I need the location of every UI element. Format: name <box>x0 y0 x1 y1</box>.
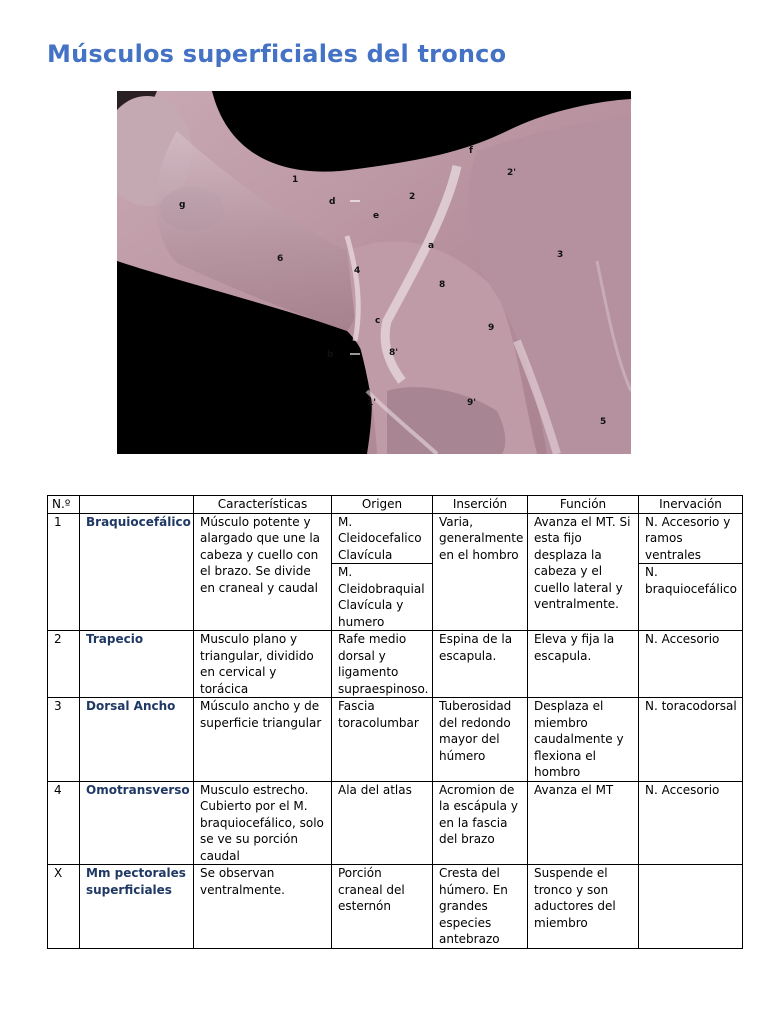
muscle-name: Mm pectorales superficiales <box>80 865 194 949</box>
cell-caracteristicas: Musculo plano y triangular, dividido en cervical y torácica <box>194 631 332 698</box>
table-row <box>48 513 743 631</box>
row-num: X <box>48 865 80 949</box>
cell-caracteristicas: Se observan ventralmente. <box>194 865 332 949</box>
table-row <box>48 698 743 782</box>
muscles-table <box>47 495 743 949</box>
header-origen: Origen <box>332 496 433 514</box>
header-num: N.º <box>48 496 80 514</box>
label-8: 8 <box>439 280 446 290</box>
label-8prime: 8' <box>389 348 399 358</box>
cell-funcion: Avanza el MT. Si esta fijo desplaza la cabeza y el cuello lateral y ventralmente. <box>528 513 639 631</box>
cell-origen: Rafe medio dorsal y ligamento supraespinoso. <box>332 631 433 698</box>
cell-origen: Porción craneal del esternón <box>332 865 433 949</box>
header-inervacion: Inervación <box>639 496 743 514</box>
label-6: 6 <box>277 254 284 264</box>
origen-part: M. Cleidobraquial Clavícula y humero <box>332 563 432 630</box>
origen-part: M. Cleidocefalico Clavícula <box>338 514 422 562</box>
cell-insercion: Varia, generalmente en el hombro <box>433 513 528 631</box>
cell-inervacion: N. toracodorsal <box>639 698 743 782</box>
table-row <box>48 631 743 698</box>
label-1: 1 <box>292 175 299 185</box>
label-9: 9 <box>488 323 495 333</box>
cell-origen: Ala del atlas <box>332 781 433 865</box>
header-name <box>80 496 194 514</box>
inervacion-part: N. braquiocefálico <box>639 563 742 597</box>
page-title: Músculos superficiales del tronco <box>47 40 507 68</box>
table-row <box>48 781 743 865</box>
label-4: 4 <box>354 266 361 276</box>
label-b: b <box>327 350 334 360</box>
cell-inervacion: N. Accesorio <box>639 631 743 698</box>
row-num: 4 <box>48 781 80 865</box>
cell-inervacion <box>639 513 743 631</box>
label-3: 3 <box>557 250 564 260</box>
label-a: a <box>428 241 435 251</box>
cell-insercion: Cresta del húmero. En grandes especies antebrazo <box>433 865 528 949</box>
label-2: 2 <box>409 192 416 202</box>
muscle-name: Braquiocefálico <box>80 513 194 631</box>
cell-funcion: Eleva y fija la escapula. <box>528 631 639 698</box>
row-num: 1 <box>48 513 80 631</box>
cell-origen <box>332 513 433 631</box>
header-caracteristicas: Características <box>194 496 332 514</box>
header-insercion: Inserción <box>433 496 528 514</box>
header-funcion: Función <box>528 496 639 514</box>
row-num: 2 <box>48 631 80 698</box>
cell-caracteristicas: Músculo ancho y de superficie triangular <box>194 698 332 782</box>
muscle-name: Omotransverso <box>80 781 194 865</box>
muscle-name: Dorsal Ancho <box>80 698 194 782</box>
label-c: c <box>375 316 381 326</box>
cell-caracteristicas: Musculo estrecho. Cubierto por el M. braquiocefálico, solo se ve su porción caudal <box>194 781 332 865</box>
cell-funcion: Avanza el MT <box>528 781 639 865</box>
anatomy-photo <box>117 91 631 454</box>
label-e: e <box>373 211 380 221</box>
row-num: 3 <box>48 698 80 782</box>
cell-funcion: Suspende el tronco y son aductores del miembro <box>528 865 639 949</box>
label-9prime: 9' <box>467 398 477 408</box>
table-header-row <box>48 496 743 514</box>
cell-funcion: Desplaza el miembro caudalmente y flexiona el hombro <box>528 698 639 782</box>
cell-inervacion: N. Accesorio <box>639 781 743 865</box>
cell-insercion: Acromion de la escápula y en la fascia del brazo <box>433 781 528 865</box>
label-2prime: 2' <box>507 168 517 178</box>
cell-insercion: Espina de la escapula. <box>433 631 528 698</box>
label-d: d <box>329 197 336 207</box>
cell-insercion: Tuberosidad del redondo mayor del húmero <box>433 698 528 782</box>
cell-inervacion <box>639 865 743 949</box>
table-row <box>48 865 743 949</box>
label-g: g <box>179 200 186 210</box>
label-5: 5 <box>600 417 607 427</box>
muscle-name: Trapecio <box>80 631 194 698</box>
inervacion-part: N. Accesorio y ramos ventrales <box>645 514 731 562</box>
cell-caracteristicas: Músculo potente y alargado que une la cabeza y cuello con el brazo. Se divide en craneal y caudal <box>194 513 332 631</box>
cell-origen: Fascia toracolumbar <box>332 698 433 782</box>
label-f: f <box>469 146 473 156</box>
label-1prime: 1' <box>367 398 377 408</box>
